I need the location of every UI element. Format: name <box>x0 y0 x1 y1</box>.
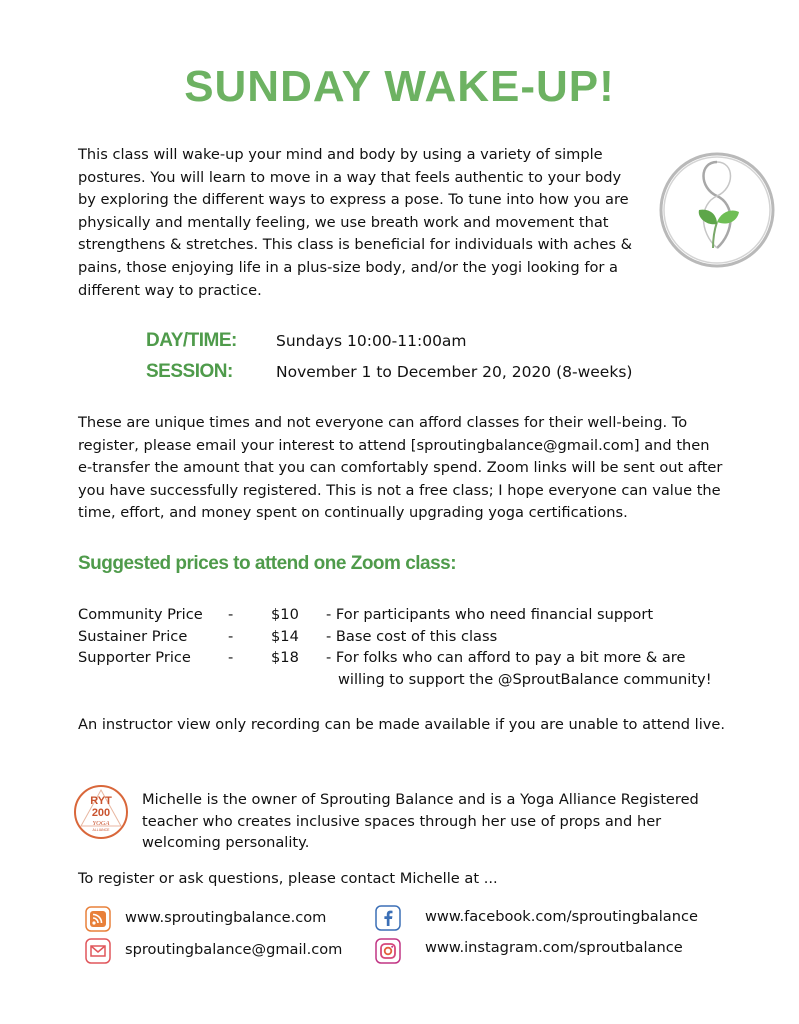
sprout-logo <box>655 148 779 272</box>
email-link[interactable]: sproutingbalance@gmail.com <box>125 941 343 958</box>
ryt-line2: 200 <box>91 807 111 819</box>
page-title: SUNDAY WAKE-UP! <box>184 62 615 111</box>
contact-intro: To register or ask questions, please contact Michelle at ... <box>78 870 498 887</box>
price-dash: - <box>228 628 234 645</box>
price-name: Supporter Price <box>78 649 191 666</box>
prices-heading: Suggested prices to attend one Zoom class: <box>78 553 457 574</box>
price-dash: - <box>228 606 234 623</box>
facebook-icon <box>375 905 401 931</box>
ryt-line3: YOGA <box>92 820 110 827</box>
day-time-value: Sundays 10:00-11:00am <box>276 332 467 350</box>
facebook-link[interactable]: www.facebook.com/sproutingbalance <box>425 908 698 925</box>
intro-paragraph: This class will wake-up your mind and body by using a variety of simple postures. You will learn to move in a way that feels authentic to your body by exploring the different ways to express a pose. To tune into how you are physically and mentally feeling, we use breath work and movement that strengthens & stretches. This class is beneficial for individuals with aches & pains, those enjoying life in a plus-size body, and/or the yogi looking for a different way to practice. <box>78 146 632 299</box>
instructor-bio: Michelle is the owner of Sprouting Balance and is a Yoga Alliance Registered teacher who creates inclusive spaces through her use of props and her welcoming personality. <box>142 791 699 851</box>
website-link[interactable]: www.sproutingbalance.com <box>125 909 327 926</box>
price-description: - For folks who can afford to pay a bit more & are <box>326 649 686 666</box>
price-amount: $10 <box>271 606 299 623</box>
price-row-sustainer <box>78 628 778 650</box>
session-value: November 1 to December 20, 2020 (8-weeks) <box>276 363 633 381</box>
recording-note: An instructor view only recording can be made available if you are unable to attend live. <box>78 716 725 733</box>
price-dash: - <box>228 649 234 666</box>
price-amount: $18 <box>271 649 299 666</box>
instagram-link[interactable]: www.instagram.com/sproutbalance <box>425 939 683 956</box>
price-name: Sustainer Price <box>78 628 188 645</box>
instagram-icon <box>375 938 401 964</box>
registration-paragraph: These are unique times and not everyone can afford classes for their well-being. To register, please email your interest to attend [sproutingbalance@gmail.com] and then e-transfer the amount that you can comfortably spend. Zoom links will be sent out after you have successfully registered. This is not a free class; I hope everyone can value the time, effort, and money spent on continually upgrading yoga certifications. <box>78 414 723 522</box>
price-row-supporter <box>78 649 778 671</box>
session-label: SESSION: <box>146 361 233 382</box>
ryt-line1: RYT <box>90 795 112 807</box>
price-description: - Base cost of this class <box>326 628 498 645</box>
price-description-continued: willing to support the @SproutBalance community! <box>338 671 712 688</box>
price-description: - For participants who need financial support <box>326 606 654 623</box>
rss-icon <box>85 906 111 932</box>
price-name: Community Price <box>78 606 203 623</box>
price-amount: $14 <box>271 628 299 645</box>
ryt-200-badge-icon <box>73 784 129 840</box>
day-time-label: DAY/TIME: <box>146 330 237 351</box>
mail-icon <box>85 938 111 964</box>
price-row-community <box>78 606 778 628</box>
ryt-line4: ALLIANCE <box>92 828 110 832</box>
